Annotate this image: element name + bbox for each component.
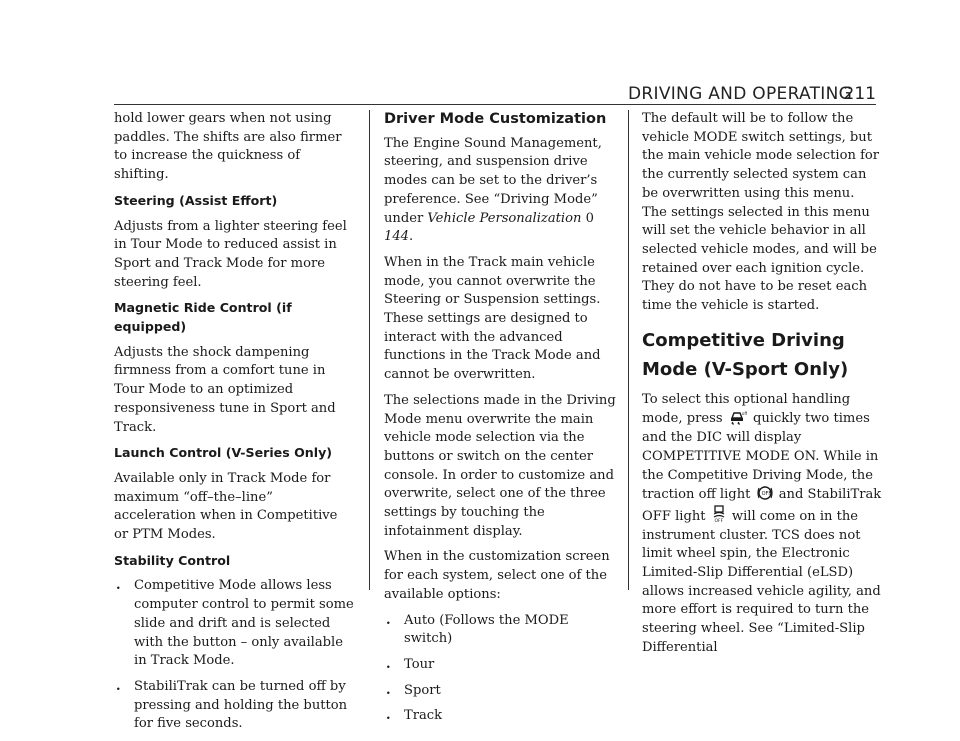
list-item: . Competitive Mode allows less computer control to permit some slide and drift and is selected with the button – only available in Track Mode. <box>116 578 354 669</box>
traction-off-light-icon <box>757 485 773 501</box>
bullet-icon: . <box>386 612 391 628</box>
subheading-launch-control: Launch Control (V-Series Only) <box>114 445 333 461</box>
column-divider-2 <box>628 110 629 590</box>
svg-text:OFF: OFF <box>761 491 771 498</box>
paragraph-shift: hold lower gears when not using paddles. The shifts are also firmer to increase the quickness of shifting. <box>114 111 342 183</box>
subheading-stability-control: Stability Control <box>114 552 231 568</box>
heading-competitive-driving-mode: Competitive Driving Mode (V-Sport Only) <box>642 329 849 380</box>
list-item: . Track <box>384 707 620 726</box>
paragraph-default-mode: The default will be to follow the vehicle MODE switch settings, but the main vehicle mode selection for the currently selected system can be overwritten using this menu. The settings selected in this menu will set the vehicle behavior in all selected vehicle modes, and will be retained over each ignition cycle. They do not have to be reset each time the vehicle is started. <box>642 111 880 314</box>
paragraph-preferences: The Engine Sound Management, steering, and suspension drive modes can be set to the driver’s preference. See “Driving Mode” under Vehicle Personalization 0 144. <box>384 135 602 245</box>
paragraph-track-mode: When in the Track main vehicle mode, you cannot overwrite the Steering or Suspension settings. These settings are designed to interact with the advanced functions in the Track Mode and cannot be overwritten. <box>384 254 601 383</box>
subheading-steering: Steering (Assist Effort) <box>114 192 278 208</box>
paragraph-customization-screen: When in the customization screen for each system, select one of the available options: <box>384 549 610 602</box>
list-item: . Tour <box>384 656 620 675</box>
stabilitrak-off-light-icon <box>712 505 726 523</box>
column-3 <box>642 110 882 665</box>
page-number: 211 <box>843 84 876 104</box>
bullet-icon: . <box>386 682 391 698</box>
paragraph-magnetic-ride: Adjusts the shock dampening firmness from a comfort tune in Tour Mode to an optimized responsiveness tune in Sport and Track. <box>114 344 336 435</box>
list-item: . Auto (Follows the MODE switch) <box>386 612 569 647</box>
list-item: . StabiliTrak can be turned off by pressing and holding the button for five seconds. <box>116 678 348 732</box>
paragraph-launch-control: Available only in Track Mode for maximum “off–the–line” acceleration when in Competitive or PTM Modes. <box>114 470 338 543</box>
cross-reference-link[interactable]: Vehicle Personalization <box>427 210 582 226</box>
paragraph-competitive-mode: To select this optional handling mode, press off quickly two times and the DIC will display COMPETITIVE MODE ON. While in the Competitive Driving Mode, the traction off light OFF and StabiliTrak OFF light OFF will come on in the instrument cluster. TCS does not limit wheel spin, the Electronic Limited-Slip Differential (eLSD) allows increased vehicle agility, and more effort is required to turn the steering wheel. See “Limited-Slip Differential <box>642 391 882 655</box>
bullet-icon: . <box>386 708 391 724</box>
svg-text:OFF: OFF <box>714 518 723 523</box>
list-item: . Sport <box>384 682 620 701</box>
page-header <box>628 84 876 106</box>
column-divider-1 <box>369 110 370 590</box>
section-title: DRIVING AND OPERATING <box>628 84 853 104</box>
column-1 <box>114 110 354 741</box>
subheading-magnetic-ride: Magnetic Ride Control (if equipped) <box>114 300 292 335</box>
page-arrow-icon: 0 <box>585 210 594 226</box>
bullet-icon: . <box>116 578 121 594</box>
heading-driver-mode-customization: Driver Mode Customization <box>384 111 607 127</box>
cross-reference-page[interactable]: 144 <box>384 229 409 245</box>
svg-text:off: off <box>741 411 747 417</box>
column-2 <box>384 110 620 733</box>
paragraph-steering: Adjusts from a lighter steering feel in Tour Mode to reduced assist in Sport and Track Mode for more steering feel. <box>114 218 347 290</box>
bullet-icon: . <box>386 656 391 672</box>
competitive-mode-car-icon <box>729 409 747 425</box>
paragraph-selections: The selections made in the Driving Mode menu overwrite the main vehicle mode selection via the buttons or switch on the center console. In order to customize and overwrite, select one of the three settings by touching the infotainment display. <box>384 392 616 539</box>
bullet-icon: . <box>116 678 121 694</box>
header-rule <box>114 104 876 105</box>
